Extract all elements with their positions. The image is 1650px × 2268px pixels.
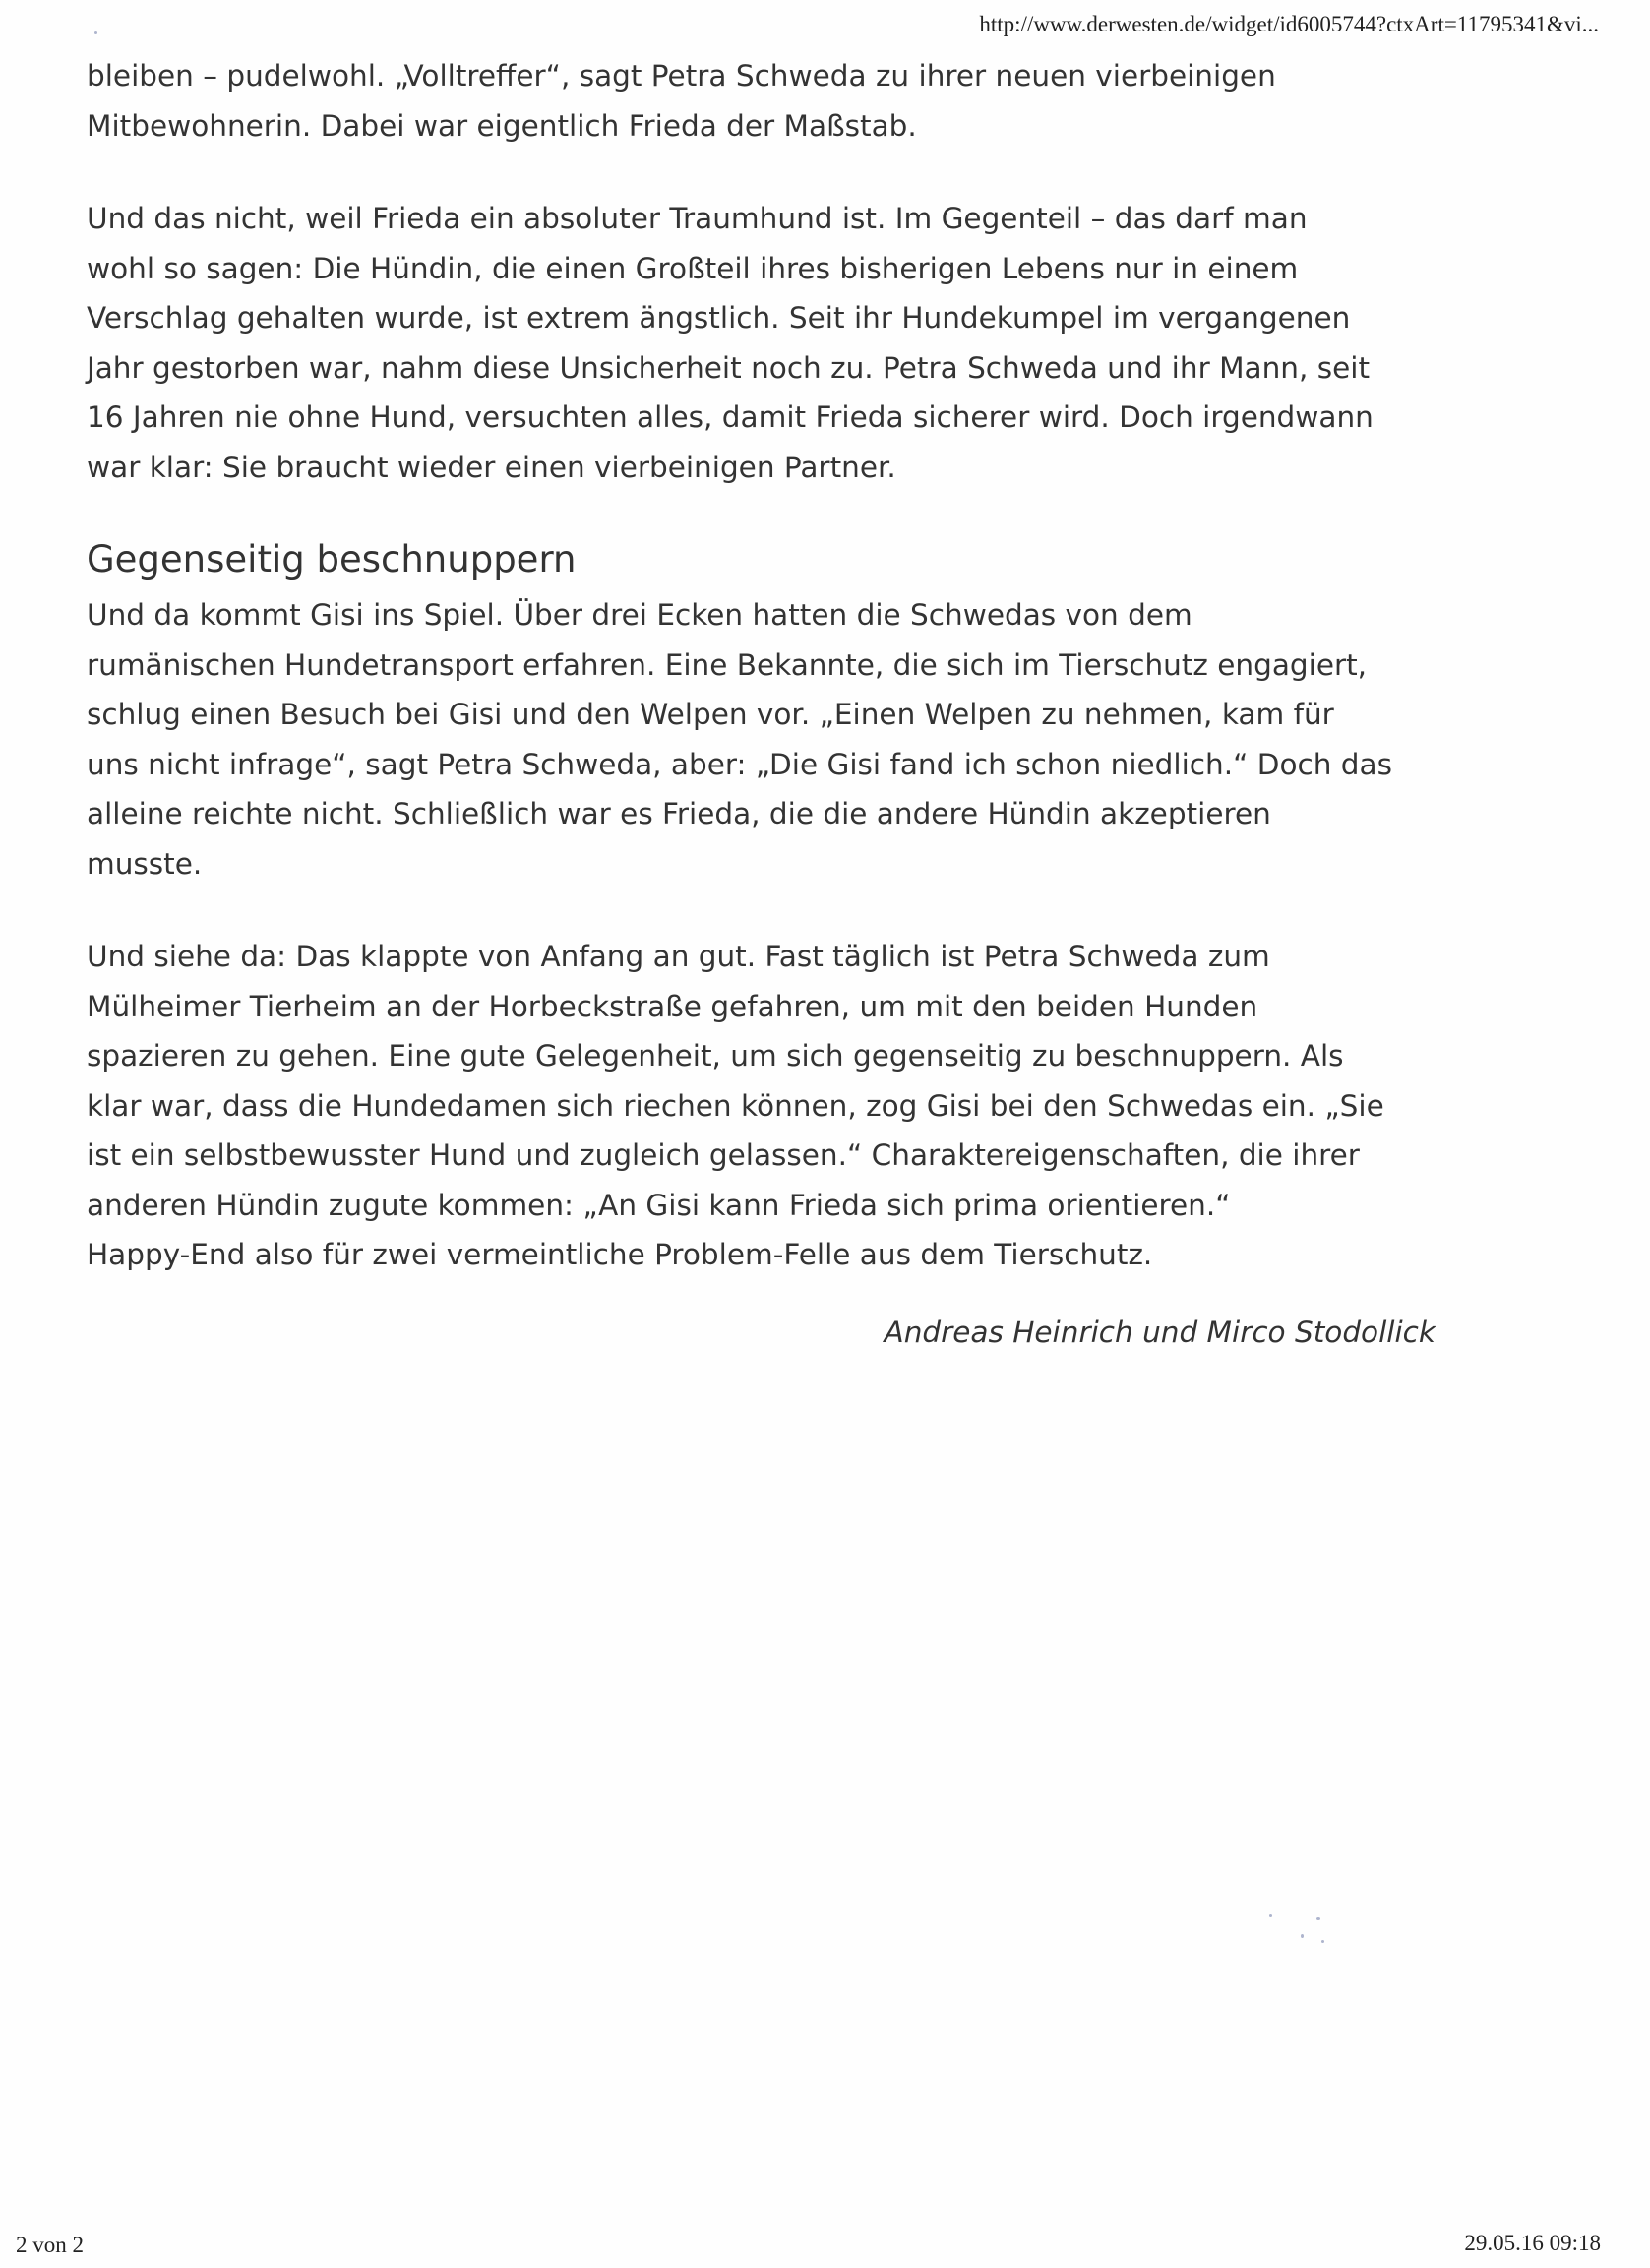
- section-heading: Gegenseitig beschnuppern: [87, 538, 577, 581]
- text-line: Und das nicht, weil Frieda ein absoluter Traumhund ist. Im Gegenteil – das darf man: [87, 202, 1308, 235]
- text-line: Jahr gestorben war, nahm diese Unsicherheit noch zu. Petra Schweda und ihr Mann, seit: [87, 350, 1371, 385]
- text-line: war klar: Sie braucht wieder einen vierbeinigen Partner.: [87, 450, 896, 484]
- text-line: klar war, dass die Hundedamen sich riechen können, zog Gisi bei den Schwedas ein. „Sie: [87, 1088, 1384, 1123]
- text-line: bleiben – pudelwohl. „Volltreffer“, sagt Petra Schweda zu ihrer neuen vierbeinigen: [87, 59, 1276, 92]
- text-line: Mülheimer Tierheim an der Horbeckstraße gefahren, um mit den beiden Hunden: [87, 989, 1258, 1023]
- text-line: Und siehe da: Das klappte von Anfang an gut. Fast täglich ist Petra Schweda zum: [87, 940, 1270, 973]
- scan-speck: [1321, 1940, 1324, 1943]
- paragraph: [87, 194, 1444, 492]
- text-line: musste.: [87, 846, 203, 881]
- paragraph: [87, 590, 1444, 889]
- paragraph: [87, 51, 1444, 151]
- scan-speck: [1316, 1917, 1320, 1920]
- print-footer-page: 2 von 2: [16, 2233, 84, 2257]
- text-line: wohl so sagen: Die Hündin, die einen Großteil ihres bisherigen Lebens nur in einem: [87, 251, 1299, 285]
- text-line: uns nicht infrage“, sagt Petra Schweda, aber: „Die Gisi fand ich schon niedlich.“ Doch das: [87, 747, 1392, 781]
- text-line: ist ein selbstbewusster Hund und zugleich gelassen.“ Charaktereigenschaften, die ihrer: [87, 1138, 1360, 1172]
- text-line: Und da kommt Gisi ins Spiel. Über drei Ecken hatten die Schwedas von dem: [87, 598, 1192, 632]
- text-line: 16 Jahren nie ohne Hund, versuchten alles, damit Frieda sicherer wird. Doch irgendwann: [87, 400, 1374, 434]
- article-body: [87, 51, 1444, 1323]
- text-line: spazieren zu gehen. Eine gute Gelegenheit, um sich gegenseitig zu beschnuppern. Als: [87, 1039, 1344, 1073]
- text-line: Verschlag gehalten wurde, ist extrem ängstlich. Seit ihr Hundekumpel im vergangenen: [87, 301, 1351, 335]
- scan-speck: [94, 31, 97, 34]
- text-line: anderen Hündin zugute kommen: „An Gisi kann Frieda sich prima orientieren.“: [87, 1188, 1231, 1222]
- text-line: Mitbewohnerin. Dabei war eigentlich Frieda der Maßstab.: [87, 108, 917, 143]
- text-line: schlug einen Besuch bei Gisi und den Welpen vor. „Einen Welpen zu nehmen, kam für: [87, 698, 1334, 731]
- print-header-url: http://www.derwesten.de/widget/id6005744?ctxArt=11795341&vi...: [979, 12, 1599, 36]
- article-byline: Andreas Heinrich und Mirco Stodollick: [884, 1316, 1436, 1349]
- text-line: rumänischen Hundetransport erfahren. Eine Bekannte, die sich im Tierschutz engagiert,: [87, 647, 1368, 682]
- scan-speck: [1301, 1934, 1304, 1938]
- paragraph: [87, 932, 1444, 1280]
- text-line: Happy-End also für zwei vermeintliche Problem-Felle aus dem Tierschutz.: [87, 1238, 1153, 1271]
- text-line: alleine reichte nicht. Schließlich war es Frieda, die die andere Hündin akzeptieren: [87, 797, 1271, 830]
- scan-speck: [1269, 1914, 1272, 1917]
- print-footer-datetime: 29.05.16 09:18: [1464, 2231, 1601, 2255]
